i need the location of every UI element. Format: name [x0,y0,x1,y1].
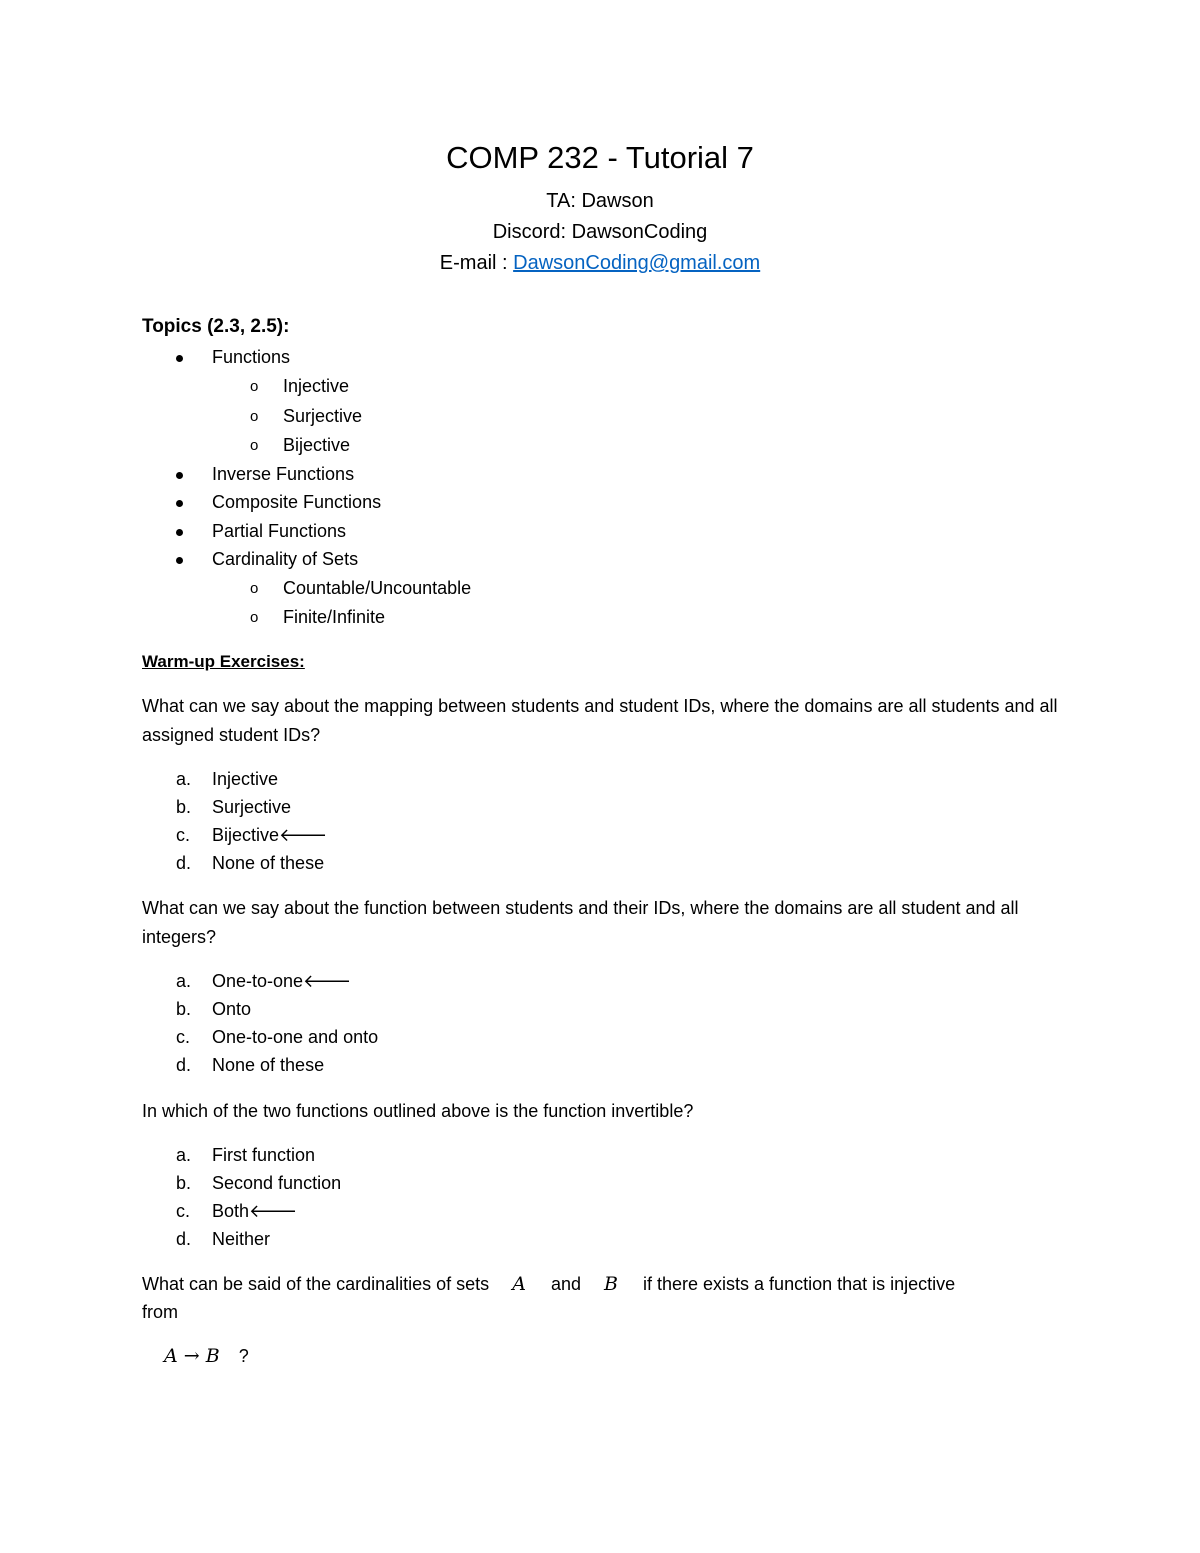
question-text-part: if there exists a function that is injective [643,1274,956,1294]
option-letter: d. [176,853,192,873]
option-label: Second function [212,1173,342,1193]
topics-heading: Topics (2.3, 2.5): [142,316,290,337]
circle-bullet-icon: o [250,378,259,395]
circle-bullet-icon: o [250,437,259,454]
topic-label: Partial Functions [212,521,347,541]
option-letter: b. [176,1173,192,1193]
subtopic-label: Surjective [283,406,363,426]
warmup-heading: Warm-up Exercises: [142,652,305,671]
subtopic-label: Injective [283,376,350,396]
topic-label: Inverse Functions [212,464,355,484]
topic-label: Cardinality of Sets [212,549,359,569]
bullet-icon [176,355,183,362]
option-letter: d. [176,1229,192,1249]
question-text-part: from [142,1302,178,1322]
page-title: COMP 232 - Tutorial 7 [446,140,754,175]
option-label: Onto [212,999,252,1019]
mapping-expression [164,1345,249,1367]
email-prefix: E-mail : [439,252,514,274]
mapping-formula: A → B [164,1345,220,1367]
bullet-icon [176,472,183,479]
circle-bullet-icon: o [250,609,259,626]
topic-label: Composite Functions [212,492,382,512]
set-a: A [512,1273,526,1295]
discord-line: Discord: DawsonCoding [492,221,708,243]
bullet-icon [176,500,183,507]
question-mark: ? [238,1346,249,1366]
option-label: Surjective [212,797,292,817]
circle-bullet-icon: o [250,408,259,425]
option-letter: c. [176,825,191,845]
option-letter: c. [176,1027,191,1047]
subtopic-label: Countable/Uncountable [283,578,472,598]
option-letter: a. [176,971,192,991]
option-label: None of these [212,853,325,873]
bullet-icon [176,557,183,564]
option-letter: c. [176,1201,191,1221]
option-letter: b. [176,999,192,1019]
question-text: What can we say about the function between students and their IDs, where the domains are all student and all integers? [142,898,1019,947]
option-label: Both🡐 [212,1201,298,1221]
question-text-part: What can be said of the cardinalities of sets [142,1274,490,1294]
ta-line: TA: Dawson [546,190,654,212]
circle-bullet-icon: o [250,580,259,597]
set-b: B [604,1273,618,1295]
option-label: None of these [212,1055,325,1075]
option-letter: a. [176,1145,192,1165]
email-line [0,252,1200,275]
option-label: One-to-one🡐 [212,971,352,991]
question-text: In which of the two functions outlined above is the function invertible? [142,1101,694,1121]
option-label: Bijective🡐 [212,825,328,845]
subtopic-label: Bijective [283,435,351,455]
question-text [142,1273,955,1295]
option-label: Neither [212,1229,271,1249]
option-label: First function [212,1145,316,1165]
question-text-part: and [550,1274,581,1294]
question-text: What can we say about the mapping between students and student IDs, where the domains are all students and all assigned student IDs? [142,696,1058,745]
option-letter: a. [176,769,192,789]
option-letter: d. [176,1055,192,1075]
option-label: One-to-one and onto [212,1027,379,1047]
option-letter: b. [176,797,192,817]
option-label: Injective [212,769,279,789]
topic-label: Functions [212,347,291,367]
email-link[interactable]: DawsonCoding@gmail.com [513,252,761,274]
bullet-icon [176,529,183,536]
subtopic-label: Finite/Infinite [283,607,386,627]
